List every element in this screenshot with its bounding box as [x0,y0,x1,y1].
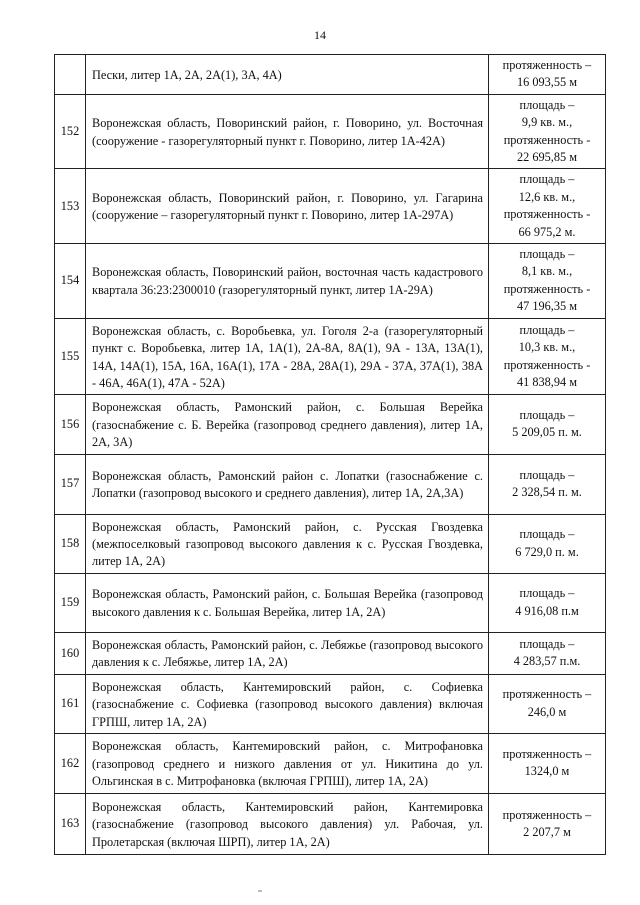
row-number [55,55,86,95]
table-row [55,793,606,854]
measure-line: 4 283,57 п.м. [513,654,581,669]
object-description: Воронежская область, Рамонский район, с. Большая Верейка (газопровод высокого давления к с. Большая Верейка, литер 1А, 2А) [86,573,489,632]
object-description: Воронежская область, Поворинский район, г. Поворино, ул. Восточная (сооружение - газорегуляторный пункт г. Поворино, литер 1А-42А) [86,94,489,169]
object-measure [489,674,606,733]
object-description: Воронежская область, Кантемировский район, с. Митрофановка (газопровод среднего и низкого давления от ул. Никитина до ул. Ольгинская в с. Митрофановка (включая ГРПШ), литер 1А, 2А) [86,733,489,793]
measure-line: 66 975,2 м. [518,224,576,239]
measure-line: 6 729,0 п. м. [515,544,579,559]
table-row [55,318,606,395]
object-measure [489,169,606,244]
table-row [55,454,606,514]
object-measure [489,793,606,854]
row-number: 162 [55,733,86,793]
row-number: 155 [55,318,86,395]
object-description: Воронежская область, Рамонский район, с. Большая Верейка (газоснабжение с. Б. Верейка (газопровод среднего давления), литер 1А, 2А, 3А) [86,395,489,454]
measure-line: 8,1 кв. м., [521,264,573,279]
row-number: 156 [55,395,86,454]
measure-line: протяженность – [502,747,592,762]
measure-line: площадь – [519,322,575,337]
measure-line: 12,6 кв. м., [518,189,576,204]
object-measure [489,733,606,793]
row-number: 159 [55,573,86,632]
table-row [55,244,606,319]
object-measure [489,55,606,95]
row-number: 153 [55,169,86,244]
object-description: Воронежская область, Кантемировский район, с. Софиевка (газоснабжение с. Софиевка (газопровод высокого давления) включая ГРПШ, литер 1А, 2А) [86,674,489,733]
measure-line: 5 209,05 п. м. [512,425,582,440]
measure-line: протяженность - [503,357,591,372]
object-measure [489,454,606,514]
object-description: Воронежская область, Рамонский район, с. Русская Гвоздевка (межпоселковый газопровод высокого давления к с. Русская Гвоздевка, литер 1А, 2А) [86,514,489,573]
object-measure [489,573,606,632]
measure-line: 4 916,08 п.м [515,603,579,618]
property-registry-table [54,54,606,855]
measure-line: площадь – [519,636,575,651]
measure-line: протяженность - [503,281,591,296]
object-measure [489,395,606,454]
measure-line: 41 838,94 м [516,374,578,389]
scan-mark [258,890,262,892]
measure-line: площадь – [519,97,575,112]
measure-line: 10,3 кв. м., [518,340,576,355]
measure-line: 16 093,55 м [516,75,578,90]
table-row [55,674,606,733]
table-row [55,169,606,244]
measure-line: площадь – [519,527,575,542]
row-number: 160 [55,632,86,674]
row-number: 161 [55,674,86,733]
object-measure [489,632,606,674]
measure-line: площадь – [519,172,575,187]
measure-line: протяженность – [502,687,592,702]
page-number: 14 [314,28,326,42]
object-description: Воронежская область, с. Воробьевка, ул. Гоголя 2-а (газорегуляторный пункт с. Воробьевка, литер 1А, 1А(1), 2А-8А, 8А(1), 9А - 13А, 13А(1), 14А, 14А(1), 15А, 16А, 16А(1), 17А - 28А, 28А(1), 29А - 37А, 37А(1), 38А - 46А, 46А(1), 47А - 52А) [86,318,489,395]
measure-line: 47 196,35 м [516,299,578,314]
object-description: Воронежская область, Поворинский район, г. Поворино, ул. Гагарина (сооружение – газорегуляторный пункт г. Поворино, литер 1А-297А) [86,169,489,244]
measure-line: площадь – [519,408,575,423]
measure-line: 9,9 кв. м., [521,115,573,130]
object-measure [489,94,606,169]
row-number: 163 [55,793,86,854]
object-measure [489,318,606,395]
table-row [55,55,606,95]
measure-line: площадь – [519,586,575,601]
row-number: 154 [55,244,86,319]
object-measure [489,244,606,319]
table-row [55,632,606,674]
measure-line: 2 328,54 п. м. [512,485,582,500]
row-number: 157 [55,454,86,514]
measure-line: 246,0 м [527,704,567,719]
measure-line: 2 207,7 м [523,824,571,839]
measure-line: 22 695,85 м [516,150,578,165]
measure-line: 1324,0 м [524,764,570,779]
measure-line: протяженность – [502,807,592,822]
object-measure [489,514,606,573]
table-row [55,733,606,793]
object-description: Пески, литер 1А, 2А, 2А(1), 3А, 4А) [86,55,489,95]
object-description: Воронежская область, Рамонский район, с. Лебяжье (газопровод высокого давления к с. Лебяжье, литер 1А, 2А) [86,632,489,674]
measure-line: протяженность – [502,58,592,72]
measure-line: площадь – [519,467,575,482]
table-row [55,573,606,632]
table-row [55,94,606,169]
measure-line: площадь – [519,247,575,262]
object-description: Воронежская область, Кантемировский район, Кантемировка (газоснабжение (газопровод высокого давления) ул. Рабочая, ул. Пролетарская (включая ШРП), литер 1А, 2А) [86,793,489,854]
row-number: 152 [55,94,86,169]
measure-line: протяженность - [503,132,591,147]
object-description: Воронежская область, Рамонский район с. Лопатки (газоснабжение с. Лопатки (газопровод высокого и среднего давления), литер 1А, 2А,3А) [86,454,489,514]
table-row [55,395,606,454]
object-description: Воронежская область, Поворинский район, восточная часть кадастрового квартала 36:23:2300010 (газорегуляторный пункт, литер 1А-29А) [86,244,489,319]
row-number: 158 [55,514,86,573]
measure-line: протяженность - [503,207,591,222]
table-row [55,514,606,573]
